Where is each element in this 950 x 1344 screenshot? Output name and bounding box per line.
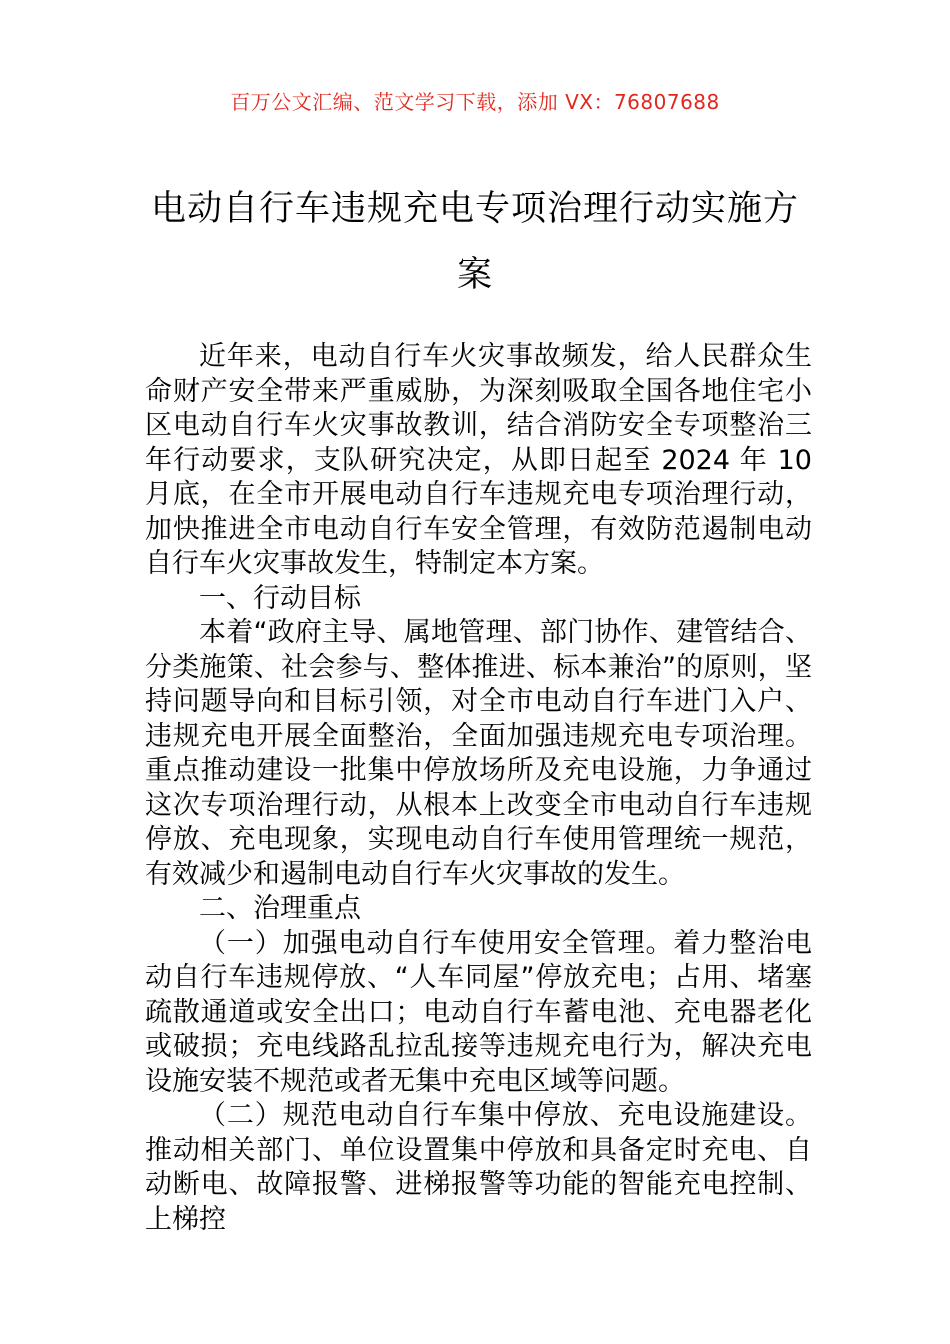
paragraph-goal: 本着“政府主导、属地管理、部门协作、建管结合、分类施策、社会参与、整体推进、标本兼治”的原则，坚持问题导向和目标引领，对全市电动自行车进门入户、违规充电开展全面整治，全面加强违规充电专项治理。重点推动建设一批集中停放场所及充电设施，力争通过这次专项治理行动，从根本上改变全市电动自行车违规停放、充电现象，实现电动自行车使用管理统一规范，有效减少和遏制电动自行车火灾事故的发生。 [145, 617, 812, 890]
paragraph-focus-1: （一）加强电动自行车使用安全管理。着力整治电动自行车违规停放、“人车同屋”停放充电；占用、堵塞疏散通道或安全出口；电动自行车蓄电池、充电器老化或破损；充电线路乱拉乱接等违规充电行为，解决充电设施安装不规范或者无集中充电区域等问题。 [145, 927, 812, 1097]
section-heading-goal: 一、行动目标 [199, 582, 361, 614]
section-heading-focus: 二、治理重点 [199, 893, 361, 924]
document-body [145, 340, 812, 1237]
paragraph-intro: 近年来，电动自行车火灾事故频发，给人民群众生命财产安全带来严重威胁，为深刻吸取全国各地住宅小区电动自行车火灾事故教训，结合消防安全专项整治三年行动要求，支队研究决定，从即日起至 2024 年 10 月底，在全市开展电动自行车违规充电专项治理行动，加快推进全市电动自行车安全管理，有效防范遏制电动自行车火灾事故发生，特制定本方案。 [145, 341, 812, 579]
document-title: 电动自行车违规充电专项治理行动实施方案 [150, 189, 799, 295]
paragraph-focus-2: （二）规范电动自行车集中停放、充电设施建设。推动相关部门、单位设置集中停放和具备定时充电、自动断电、故障报警、进梯报警等功能的智能充电控制、上梯控 [145, 1100, 812, 1235]
watermark-header-note: 百万公文汇编、范文学习下载，添加 VX：76807688 [230, 90, 720, 114]
